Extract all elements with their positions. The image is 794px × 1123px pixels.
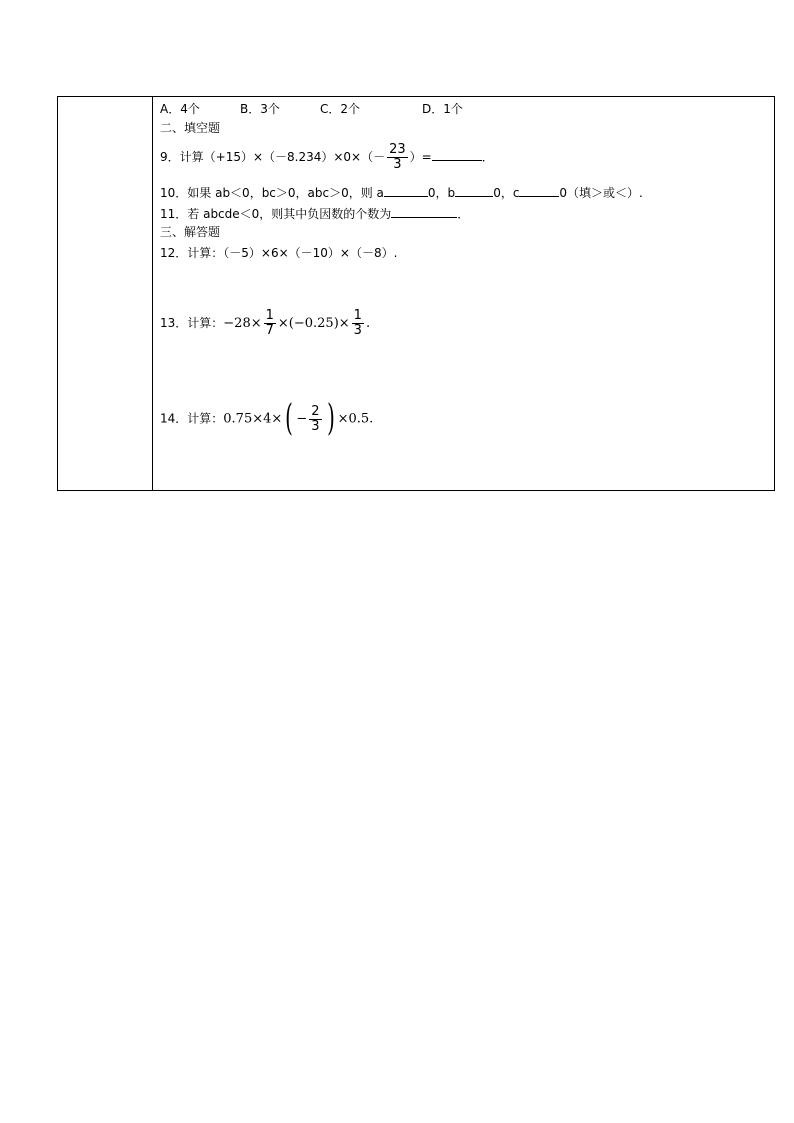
- question-9: [160, 143, 494, 172]
- q14-f-den: 3: [311, 418, 320, 434]
- question-10: [160, 184, 643, 202]
- q13-f2-den: 3: [353, 323, 362, 338]
- q10-suffix: 0（填＞或＜）.: [559, 186, 643, 200]
- q9-end: ．: [481, 150, 494, 164]
- q13-term-a: −28×: [223, 316, 262, 331]
- q11-answer-blank[interactable]: [391, 205, 457, 218]
- q11-end: ．: [457, 207, 470, 221]
- q10-blank-c[interactable]: [519, 184, 559, 197]
- question-13: [160, 309, 370, 338]
- q10-blank-a[interactable]: [384, 184, 428, 197]
- question-table: [57, 96, 775, 491]
- q14-label: 14．计算：: [160, 411, 224, 426]
- left-cell: [58, 97, 153, 490]
- q13-f2-num: 1: [353, 308, 362, 323]
- q14-term-b: ×0.5: [337, 411, 370, 427]
- q13-fraction-1: [264, 309, 276, 338]
- q10-mid1: 0，b: [427, 186, 456, 200]
- question-11: [160, 205, 469, 223]
- q13-f1-den: 7: [265, 323, 274, 338]
- q13-end: .: [365, 316, 371, 331]
- q13-fraction-2: [352, 309, 364, 338]
- q9-answer-blank[interactable]: [432, 148, 482, 161]
- option-d: D．1个: [422, 102, 463, 116]
- q13-label: 13．计算：: [160, 316, 224, 330]
- q9-fraction: [387, 143, 408, 172]
- option-c: C．2个: [320, 102, 361, 116]
- options-line: [160, 101, 463, 118]
- q14-end: .: [369, 411, 374, 427]
- q13-term-b: ×(−0.25)×: [277, 316, 350, 331]
- q9-suffix: ）=: [409, 150, 432, 164]
- question-12: 12．计算：（－5）×6×（－10）×（－8）.: [160, 246, 398, 260]
- q14-left-paren: (: [285, 398, 294, 439]
- option-a: A．4个: [160, 102, 200, 116]
- q14-minus: −: [296, 411, 308, 427]
- q9-frac-den: 3: [393, 157, 402, 172]
- q10-blank-b[interactable]: [455, 184, 493, 197]
- q14-term-a: 0.75×4×: [223, 411, 283, 427]
- q14-f-num: 2: [311, 403, 320, 419]
- question-14: [160, 398, 374, 439]
- section-title-fill-blank: 二、填空题: [160, 121, 221, 135]
- q9-frac-num: 23: [389, 142, 406, 157]
- q11-prefix: 11．若 abcde＜0，则其中负因数的个数为: [160, 207, 392, 221]
- option-b: B．3个: [240, 102, 280, 116]
- section-title-solve: 三、解答题: [160, 225, 221, 239]
- q14-right-paren: ): [326, 398, 335, 439]
- q10-prefix: 10．如果 ab＜0，bc＞0，abc＞0，则 a: [160, 186, 384, 200]
- q10-mid2: 0，c: [493, 186, 520, 200]
- q9-prefix: 9．计算（+15）×（－8.234）×0×（－: [160, 150, 386, 164]
- q14-fraction: [309, 405, 321, 434]
- q13-f1-num: 1: [265, 308, 274, 323]
